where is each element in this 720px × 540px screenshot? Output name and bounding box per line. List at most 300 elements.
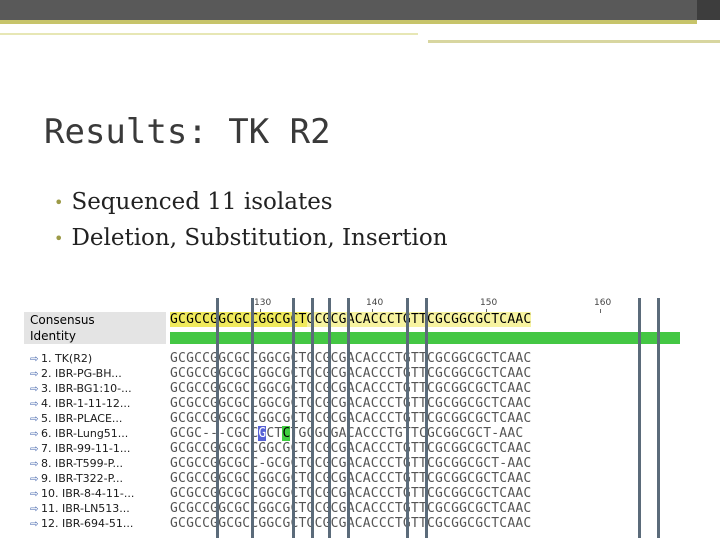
base: C xyxy=(250,471,259,486)
sequence-row[interactable] xyxy=(24,472,680,485)
sequence-row[interactable] xyxy=(24,427,680,440)
base: C xyxy=(483,441,492,456)
base: C xyxy=(274,396,283,411)
base: C xyxy=(290,411,299,426)
top-bar-dark xyxy=(0,0,697,20)
base: C xyxy=(314,441,323,456)
base: G xyxy=(451,351,460,366)
base: G xyxy=(306,381,315,396)
base: T xyxy=(394,501,403,516)
base: C xyxy=(443,396,452,411)
base: C xyxy=(178,486,187,501)
sequence-row[interactable] xyxy=(24,352,680,365)
base: C xyxy=(467,441,476,456)
base: G xyxy=(322,486,331,501)
base: G xyxy=(402,471,411,486)
base: C xyxy=(226,396,235,411)
base: G xyxy=(210,501,219,516)
base: T xyxy=(290,426,299,441)
base: A xyxy=(362,396,371,411)
base: C xyxy=(226,471,235,486)
base: A xyxy=(507,351,516,366)
base: C xyxy=(427,516,436,531)
base: G xyxy=(186,471,195,486)
ruler-label: 130 xyxy=(254,298,272,308)
base: G xyxy=(170,411,179,426)
base: C xyxy=(499,396,508,411)
base: G xyxy=(258,501,267,516)
base: G xyxy=(394,426,403,441)
base: T xyxy=(491,456,500,471)
base: T xyxy=(410,501,419,516)
base: C xyxy=(290,456,299,471)
base: A xyxy=(362,441,371,456)
base: G xyxy=(306,516,315,531)
base: C xyxy=(427,501,436,516)
base: A xyxy=(346,516,355,531)
base: C xyxy=(274,441,283,456)
consensus-base: C xyxy=(427,312,436,327)
base: T xyxy=(394,396,403,411)
base: G xyxy=(218,456,227,471)
base: G xyxy=(218,411,227,426)
base: G xyxy=(475,456,484,471)
base: G xyxy=(402,516,411,531)
base: G xyxy=(330,426,339,441)
base: T xyxy=(491,351,500,366)
base: C xyxy=(354,486,363,501)
sequence-row[interactable] xyxy=(24,502,680,515)
base: G xyxy=(467,426,476,441)
base: G xyxy=(234,501,243,516)
base: A xyxy=(338,426,347,441)
base: C xyxy=(194,471,203,486)
base: G xyxy=(435,381,444,396)
base: G xyxy=(266,366,275,381)
base: A xyxy=(515,381,524,396)
base: G xyxy=(210,456,219,471)
base: C xyxy=(202,411,211,426)
identity-label: Identity xyxy=(30,329,76,343)
base: C xyxy=(386,456,395,471)
base: C xyxy=(282,426,291,441)
base: A xyxy=(346,351,355,366)
base: C xyxy=(378,486,387,501)
base: C xyxy=(178,471,187,486)
sequence-name: ⇨ 3. IBR-BG1:10-... xyxy=(30,382,132,395)
base: G xyxy=(266,351,275,366)
base: C xyxy=(499,411,508,426)
base: A xyxy=(507,501,516,516)
consensus-base: A xyxy=(362,312,371,327)
base: C xyxy=(250,411,259,426)
base: G xyxy=(306,441,315,456)
consensus-base: C xyxy=(378,312,387,327)
base: C xyxy=(226,441,235,456)
arrow-icon: ⇨ xyxy=(30,519,39,530)
base: C xyxy=(427,456,436,471)
base: C xyxy=(178,426,187,441)
base: C xyxy=(250,381,259,396)
base: C xyxy=(523,456,532,471)
base: C xyxy=(354,351,363,366)
base: C xyxy=(226,456,235,471)
base: G xyxy=(282,396,291,411)
base: C xyxy=(467,471,476,486)
base: C xyxy=(427,366,436,381)
bullet-item: • Sequenced 11 isolates xyxy=(54,189,333,215)
base: C xyxy=(202,486,211,501)
base: C xyxy=(467,456,476,471)
consensus-base: C xyxy=(443,312,452,327)
base: G xyxy=(402,351,411,366)
base: A xyxy=(507,456,516,471)
base: G xyxy=(234,396,243,411)
base: C xyxy=(290,501,299,516)
ruler-label: 160 xyxy=(594,298,612,308)
consensus-base: G xyxy=(475,312,484,327)
base: G xyxy=(218,441,227,456)
base: G xyxy=(322,441,331,456)
base: G xyxy=(322,456,331,471)
sequence-row[interactable] xyxy=(24,397,680,410)
base: T xyxy=(418,441,427,456)
base: C xyxy=(370,381,379,396)
base: C xyxy=(467,486,476,501)
sequence-row[interactable] xyxy=(24,412,680,425)
arrow-icon: ⇨ xyxy=(30,354,39,365)
consensus-base: C xyxy=(226,312,235,327)
base: A xyxy=(515,351,524,366)
base: C xyxy=(378,516,387,531)
base: A xyxy=(515,366,524,381)
consensus-base: A xyxy=(346,312,355,327)
consensus-base: C xyxy=(370,312,379,327)
base: A xyxy=(354,426,363,441)
base: C xyxy=(290,441,299,456)
base: G xyxy=(282,366,291,381)
ruler-label: 150 xyxy=(480,298,498,308)
base: C xyxy=(194,516,203,531)
base: T xyxy=(491,381,500,396)
base: G xyxy=(266,381,275,396)
base: C xyxy=(354,456,363,471)
base: C xyxy=(523,381,532,396)
base: G xyxy=(306,456,315,471)
base: T xyxy=(418,486,427,501)
base: T xyxy=(298,366,307,381)
base: C xyxy=(386,351,395,366)
base: G xyxy=(234,366,243,381)
base: C xyxy=(330,381,339,396)
base: C xyxy=(194,351,203,366)
base: G xyxy=(306,486,315,501)
consensus-base: G xyxy=(306,312,315,327)
base: T xyxy=(410,456,419,471)
base: C xyxy=(427,441,436,456)
base: G xyxy=(459,396,468,411)
base: T xyxy=(274,426,283,441)
base: G xyxy=(459,381,468,396)
base: G xyxy=(443,426,452,441)
base: C xyxy=(499,486,508,501)
highlight-box xyxy=(292,298,314,538)
base: A xyxy=(346,396,355,411)
consensus-base: C xyxy=(290,312,299,327)
base: A xyxy=(515,471,524,486)
base: G xyxy=(258,441,267,456)
base: C xyxy=(483,486,492,501)
base: C xyxy=(242,411,251,426)
base: C xyxy=(499,516,508,531)
sequence-name: ⇨ 5. IBR-PLACE... xyxy=(30,412,123,425)
alignment-panel xyxy=(24,298,680,538)
base: C xyxy=(354,516,363,531)
base: G xyxy=(266,411,275,426)
base: G xyxy=(314,426,323,441)
base: T xyxy=(418,501,427,516)
sequence-name: ⇨ 10. IBR-8-4-11-... xyxy=(30,487,135,500)
base: C xyxy=(242,516,251,531)
sequence-name: ⇨ 4. IBR-1-11-12... xyxy=(30,397,131,410)
base: C xyxy=(330,471,339,486)
sequence-row[interactable] xyxy=(24,487,680,500)
base: C xyxy=(499,366,508,381)
consensus-base: C xyxy=(250,312,259,327)
consensus-base: C xyxy=(523,312,532,327)
base: G xyxy=(266,456,275,471)
base: C xyxy=(314,351,323,366)
base: C xyxy=(523,486,532,501)
sequence-row[interactable] xyxy=(24,442,680,455)
base: G xyxy=(338,486,347,501)
base: G xyxy=(266,486,275,501)
consensus-base: C xyxy=(314,312,323,327)
base: T xyxy=(491,471,500,486)
base: C xyxy=(250,396,259,411)
base: G xyxy=(402,411,411,426)
consensus-base: A xyxy=(507,312,516,327)
base: T xyxy=(298,381,307,396)
consensus-base: G xyxy=(266,312,275,327)
base: G xyxy=(435,471,444,486)
base: G xyxy=(266,441,275,456)
base: G xyxy=(451,486,460,501)
base: C xyxy=(378,381,387,396)
base: C xyxy=(274,486,283,501)
base: T xyxy=(394,381,403,396)
base: G xyxy=(234,456,243,471)
base: C xyxy=(370,456,379,471)
base: T xyxy=(410,351,419,366)
base: T xyxy=(483,426,492,441)
base: G xyxy=(266,471,275,486)
highlight-box xyxy=(328,298,350,538)
base: G xyxy=(170,381,179,396)
base: A xyxy=(362,516,371,531)
base: C xyxy=(226,381,235,396)
base: G xyxy=(322,501,331,516)
base: C xyxy=(266,426,275,441)
base: C xyxy=(499,441,508,456)
base: C xyxy=(274,471,283,486)
base: C xyxy=(499,501,508,516)
base: G xyxy=(186,396,195,411)
sequence-row[interactable] xyxy=(24,367,680,380)
consensus-base: A xyxy=(515,312,524,327)
base: G xyxy=(234,351,243,366)
base: C xyxy=(483,396,492,411)
base: C xyxy=(202,471,211,486)
base: C xyxy=(314,366,323,381)
sequence-row[interactable] xyxy=(24,517,680,530)
consensus-base: C xyxy=(467,312,476,327)
base: G xyxy=(475,366,484,381)
base: G xyxy=(186,516,195,531)
base: G xyxy=(170,516,179,531)
base: C xyxy=(242,471,251,486)
base: C xyxy=(515,426,524,441)
base: C xyxy=(523,441,532,456)
base: C xyxy=(370,411,379,426)
base: C xyxy=(386,366,395,381)
base: G xyxy=(266,516,275,531)
base: C xyxy=(306,426,315,441)
base: A xyxy=(515,516,524,531)
base: C xyxy=(483,411,492,426)
base: G xyxy=(402,486,411,501)
base: C xyxy=(427,411,436,426)
base: T xyxy=(394,471,403,486)
base: C xyxy=(194,426,203,441)
slide-title: Results: TK R2 xyxy=(44,112,331,152)
base: G xyxy=(322,351,331,366)
sequence-name: ⇨ 9. IBR-T322-P... xyxy=(30,472,124,485)
base: C xyxy=(378,441,387,456)
base: C xyxy=(314,396,323,411)
sequence-row[interactable] xyxy=(24,382,680,395)
base: C xyxy=(250,456,259,471)
base: C xyxy=(443,501,452,516)
base: A xyxy=(515,501,524,516)
base: G xyxy=(186,501,195,516)
base: G xyxy=(170,366,179,381)
base: G xyxy=(298,426,307,441)
base: G xyxy=(402,501,411,516)
base: C xyxy=(242,441,251,456)
base: A xyxy=(362,411,371,426)
base: A xyxy=(346,501,355,516)
base: C xyxy=(378,501,387,516)
base: C xyxy=(370,426,379,441)
base: T xyxy=(491,366,500,381)
base: C xyxy=(378,396,387,411)
base: G xyxy=(435,516,444,531)
base: T xyxy=(394,351,403,366)
base: C xyxy=(330,501,339,516)
base: C xyxy=(178,456,187,471)
base: C xyxy=(467,351,476,366)
base: C xyxy=(370,396,379,411)
arrow-icon: ⇨ xyxy=(30,384,39,395)
base: G xyxy=(402,456,411,471)
base: C xyxy=(290,351,299,366)
base: G xyxy=(258,426,267,441)
consensus-base: C xyxy=(202,312,211,327)
base: G xyxy=(435,501,444,516)
base: A xyxy=(507,381,516,396)
base: G xyxy=(338,396,347,411)
arrow-icon: ⇨ xyxy=(30,429,39,440)
base: C xyxy=(483,366,492,381)
base: G xyxy=(451,516,460,531)
base: T xyxy=(410,426,419,441)
base: G xyxy=(258,366,267,381)
base: G xyxy=(459,366,468,381)
base: C xyxy=(362,426,371,441)
base: C xyxy=(427,351,436,366)
base: C xyxy=(427,396,436,411)
base: G xyxy=(322,381,331,396)
base: C xyxy=(467,396,476,411)
base: G xyxy=(338,351,347,366)
base: C xyxy=(475,426,484,441)
consensus-base: C xyxy=(483,312,492,327)
base: T xyxy=(394,486,403,501)
consensus-base: C xyxy=(274,312,283,327)
base: C xyxy=(274,411,283,426)
base: G xyxy=(322,366,331,381)
top-stripe-right xyxy=(428,40,720,43)
sequence-row[interactable] xyxy=(24,457,680,470)
base: G xyxy=(322,471,331,486)
base: C xyxy=(242,501,251,516)
base: G xyxy=(210,411,219,426)
base: C xyxy=(250,351,259,366)
base: G xyxy=(451,381,460,396)
base: G xyxy=(306,351,315,366)
base: C xyxy=(386,471,395,486)
base: C xyxy=(250,366,259,381)
base: G xyxy=(258,351,267,366)
base: C xyxy=(467,501,476,516)
base: C xyxy=(427,381,436,396)
bullet-dot-icon: • xyxy=(54,192,64,212)
base: C xyxy=(467,381,476,396)
base: C xyxy=(242,381,251,396)
base: T xyxy=(298,516,307,531)
base: A xyxy=(346,381,355,396)
base: C xyxy=(178,501,187,516)
base: T xyxy=(410,381,419,396)
base: C xyxy=(202,366,211,381)
consensus-base: C xyxy=(242,312,251,327)
consensus-base: G xyxy=(435,312,444,327)
base: C xyxy=(443,366,452,381)
bullet-dot-icon: • xyxy=(54,228,64,248)
base: G xyxy=(475,411,484,426)
base: C xyxy=(483,516,492,531)
base: C xyxy=(330,486,339,501)
base: C xyxy=(354,411,363,426)
base: - xyxy=(218,426,227,441)
consensus-base: C xyxy=(386,312,395,327)
consensus-base: T xyxy=(491,312,500,327)
base: T xyxy=(410,486,419,501)
base: C xyxy=(378,426,387,441)
base: G xyxy=(218,396,227,411)
base: A xyxy=(362,456,371,471)
